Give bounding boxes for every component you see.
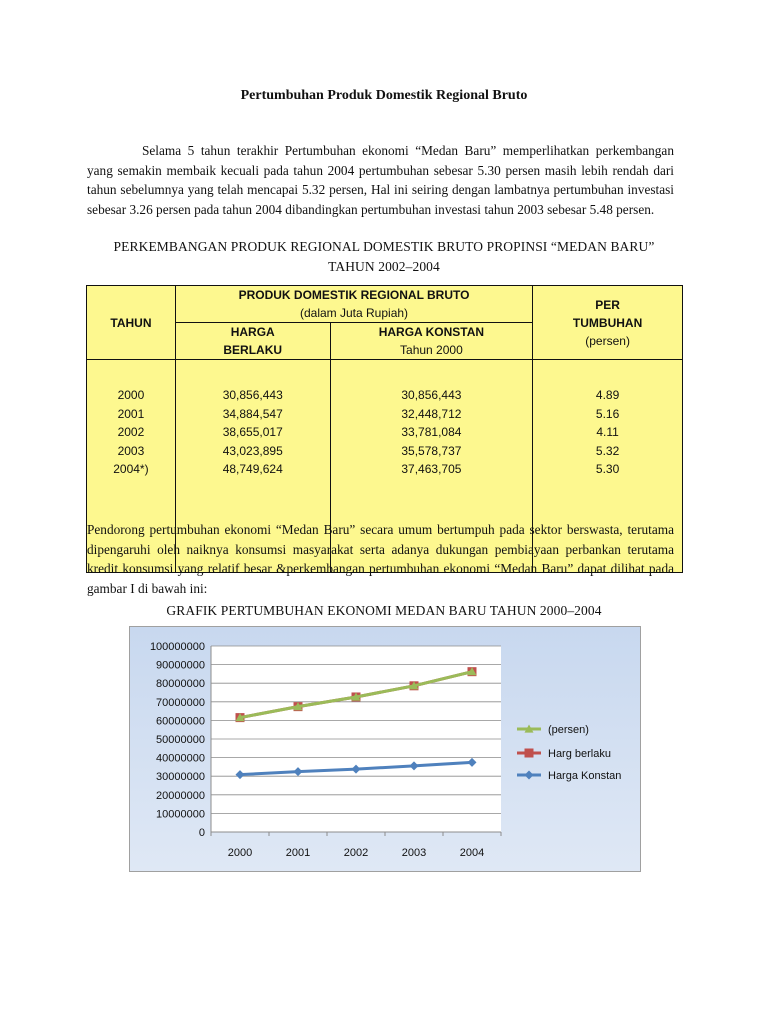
y-tick-label: 90000000	[156, 659, 205, 672]
growth-cell: 5.32	[595, 443, 620, 458]
document-title: Pertumbuhan Produk Domestik Regional Bruto	[240, 88, 528, 103]
y-tick-label: 60000000	[156, 715, 205, 728]
header-growth-line1: PER	[595, 297, 620, 312]
header-pdrb-line1: PRODUK DOMESTIK REGIONAL BRUTO	[238, 288, 470, 302]
second-paragraph: Pendorong pertumbuhan ekonomi “Medan Baru” secara umum bertumpuh pada sektor berswasta, terutama dipengaruhi oleh naiknya konsumsi masyarakat serta adanya dukungan pembiayaan perbankan terutama kredit konsumsi yang relatif besar &perkembangan pertumbuhan ekonomi “Medan Baru” dapat dilihat pada gambar I di bawah ini:	[87, 522, 674, 596]
legend-label: Harg berlaku	[548, 748, 611, 760]
y-tick-label: 0	[198, 827, 205, 839]
x-tick-label: 2001	[285, 847, 311, 859]
header-konstan	[330, 323, 533, 360]
growth-cell: 5.16	[595, 406, 620, 421]
header-berlaku-line1: HARGA	[230, 325, 275, 339]
header-growth-line3: (persen)	[585, 333, 630, 348]
y-tick-label: 100000000	[149, 641, 205, 653]
header-berlaku	[175, 323, 330, 360]
table-heading-line2: TAHUN 2002–2004	[328, 259, 440, 274]
x-tick-label: 2002	[343, 847, 369, 859]
header-berlaku-line2: BERLAKU	[223, 343, 283, 357]
konstan-cell: 33,781,084	[401, 425, 462, 440]
header-pdrb	[175, 286, 532, 323]
x-tick-label: 2003	[401, 847, 427, 859]
header-tahun: TAHUN	[87, 286, 176, 360]
konstan-cell: 37,463,705	[401, 462, 462, 477]
table-heading-line1: PERKEMBANGAN PRODUK REGIONAL DOMESTIK BRUTO PROPINSI “MEDAN BARU”	[113, 239, 655, 254]
growth-chart	[129, 626, 641, 872]
tahun-cell: 2000	[117, 388, 145, 402]
berlaku-cell: 38,655,017	[222, 425, 283, 440]
y-tick-label: 10000000	[156, 808, 205, 821]
y-tick-label: 30000000	[156, 771, 205, 784]
y-tick-label: 50000000	[156, 734, 205, 746]
tahun-cell: 2001	[117, 406, 145, 421]
konstan-cell: 35,578,737	[401, 443, 462, 458]
header-konstan-line1: HARGA KONSTAN	[378, 325, 485, 339]
legend-label: (persen)	[548, 724, 589, 736]
header-konstan-line2: Tahun 2000	[400, 343, 463, 357]
growth-cell: 4.11	[596, 425, 619, 440]
y-tick-label: 20000000	[156, 789, 205, 802]
x-tick-label: 2004	[459, 847, 485, 859]
berlaku-cell: 48,749,624	[222, 462, 283, 477]
header-growth-line2: TUMBUHAN	[572, 315, 643, 330]
growth-cell: 4.89	[595, 388, 620, 402]
berlaku-cell: 34,884,547	[222, 406, 283, 421]
berlaku-cell: 43,023,895	[222, 443, 283, 458]
tahun-cell: 2002	[117, 425, 145, 440]
growth-cell: 5.30	[595, 462, 620, 477]
konstan-cell: 30,856,443	[401, 388, 462, 402]
y-tick-label: 70000000	[156, 696, 205, 709]
y-tick-label: 80000000	[156, 678, 205, 691]
konstan-cell: 32,448,712	[401, 406, 462, 421]
berlaku-cell: 30,856,443	[222, 388, 283, 402]
chart-heading: GRAFIK PERTUMBUHAN EKONOMI MEDAN BARU TAHUN 2000–2004	[166, 603, 602, 618]
header-pdrb-line2: (dalam Juta Rupiah)	[299, 306, 409, 320]
intro-paragraph: Selama 5 tahun terakhir Pertumbuhan ekonomi “Medan Baru” memperlihatkan perkembangan yang semakin membaik kecuali pada tahun 2004 pertumbuhan sebesar 5.30 persen masih lebih rendah dari tahun sebelumnya yang telah mencapai 5.32 persen, Hal ini seiring dengan lambatnya pertumbuhan investasi sebesar 3.26 persen pada tahun 2004 dibandingkan pertumbuhan investasi tahun 2003 sebesar 5.48 persen.	[87, 143, 674, 217]
growth-chart-svg	[130, 627, 640, 871]
tahun-cell: 2003	[117, 443, 145, 458]
legend-marker	[525, 749, 534, 758]
x-tick-label: 2000	[227, 847, 253, 859]
tahun-cell: 2004*)	[113, 462, 149, 477]
legend-marker	[525, 771, 534, 780]
header-growth	[533, 286, 683, 360]
legend-label: Harga Konstan	[548, 770, 622, 782]
y-tick-label: 40000000	[156, 752, 205, 765]
